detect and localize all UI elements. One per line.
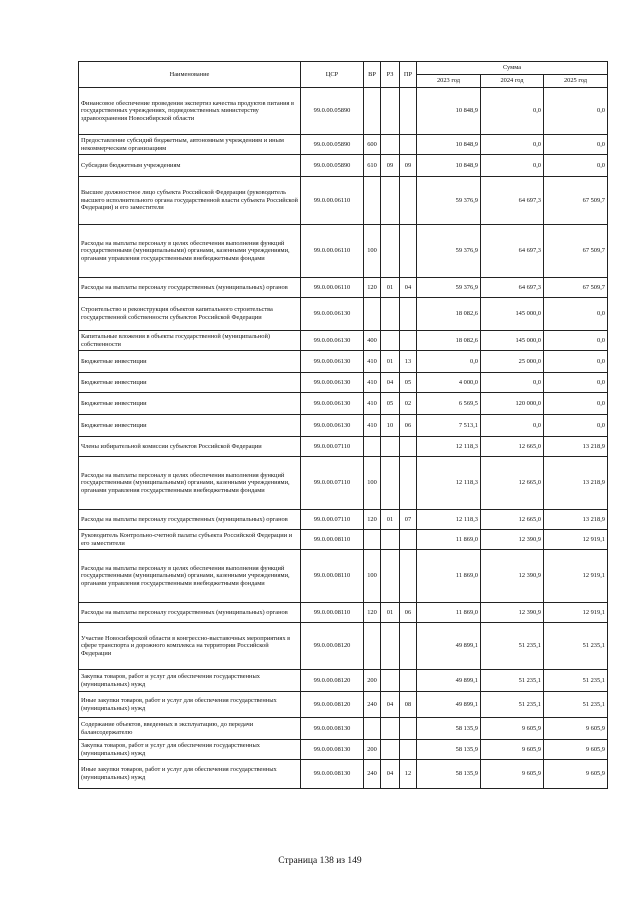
row-rz [381,298,400,331]
row-csr: 99.0.00.06110 [301,177,364,225]
row-rz [381,135,400,155]
row-amount-2023: 59 376,9 [417,278,481,298]
row-rz: 01 [381,278,400,298]
row-pr [400,623,417,670]
row-pr: 07 [400,510,417,530]
row-rz [381,177,400,225]
row-amount-2023: 49 899,1 [417,670,481,692]
row-vr: 200 [364,670,381,692]
table-row [79,437,608,457]
row-rz [381,530,400,550]
row-pr: 04 [400,278,417,298]
row-amount-2025: 67 509,7 [544,225,608,278]
row-amount-2024: 64 697,3 [481,177,544,225]
row-amount-2025: 12 919,1 [544,530,608,550]
row-amount-2025: 13 218,9 [544,437,608,457]
row-rz: 09 [381,155,400,177]
row-rz: 04 [381,760,400,789]
row-vr: 100 [364,225,381,278]
row-amount-2024: 12 390,9 [481,530,544,550]
row-name: Предоставление субсидий бюджетным, автономным учреждениям и иным некоммерческим организациям [79,135,301,155]
row-csr: 99.0.00.05890 [301,135,364,155]
row-vr: 100 [364,550,381,603]
row-amount-2025: 0,0 [544,393,608,415]
row-amount-2023: 59 376,9 [417,177,481,225]
row-rz [381,550,400,603]
header-name: Наименование [79,62,301,88]
row-pr [400,331,417,351]
row-rz [381,331,400,351]
row-vr [364,623,381,670]
row-vr: 410 [364,415,381,437]
row-vr [364,298,381,331]
row-pr [400,135,417,155]
table-row [79,530,608,550]
row-amount-2024: 9 605,9 [481,718,544,740]
table-row [79,457,608,510]
row-pr: 02 [400,393,417,415]
row-csr: 99.0.00.06130 [301,331,364,351]
row-vr: 410 [364,351,381,373]
row-amount-2024: 64 697,3 [481,278,544,298]
row-csr: 99.0.00.06110 [301,278,364,298]
row-pr [400,740,417,760]
row-name: Закупка товаров, работ и услуг для обеспечения государственных (муниципальных) нужд [79,670,301,692]
row-vr: 600 [364,135,381,155]
row-pr [400,88,417,135]
row-name: Расходы на выплаты персоналу в целях обеспечения выполнения функций государственными (муниципальными) органами, казенными учреждениями, органами управления государственными внебюджетными фондами [79,225,301,278]
row-amount-2023: 12 118,3 [417,457,481,510]
table-row [79,155,608,177]
row-pr [400,530,417,550]
row-amount-2025: 0,0 [544,351,608,373]
row-vr [364,718,381,740]
row-amount-2024: 0,0 [481,135,544,155]
row-amount-2024: 9 605,9 [481,760,544,789]
table-row [79,718,608,740]
table-row [79,373,608,393]
row-amount-2023: 0,0 [417,351,481,373]
table-row [79,670,608,692]
row-amount-2025: 67 509,7 [544,278,608,298]
row-amount-2025: 12 919,1 [544,550,608,603]
row-amount-2025: 0,0 [544,415,608,437]
table-row [79,88,608,135]
row-rz [381,718,400,740]
row-amount-2024: 0,0 [481,373,544,393]
row-name: Расходы на выплаты персоналу государственных (муниципальных) органов [79,278,301,298]
table-row [79,415,608,437]
row-name: Бюджетные инвестиции [79,415,301,437]
row-amount-2025: 12 919,1 [544,603,608,623]
row-amount-2025: 0,0 [544,88,608,135]
row-amount-2024: 0,0 [481,88,544,135]
row-pr: 13 [400,351,417,373]
row-pr [400,670,417,692]
row-rz [381,740,400,760]
table-row [79,760,608,789]
row-rz: 05 [381,393,400,415]
row-amount-2023: 11 869,0 [417,603,481,623]
row-pr: 05 [400,373,417,393]
row-csr: 99.0.00.08110 [301,603,364,623]
row-rz [381,225,400,278]
row-name: Субсидии бюджетным учреждениям [79,155,301,177]
row-amount-2024: 12 665,0 [481,510,544,530]
row-amount-2023: 49 899,1 [417,692,481,718]
row-amount-2025: 0,0 [544,298,608,331]
row-name: Капитальные вложения в объекты государственной (муниципальной) собственности [79,331,301,351]
table-row [79,135,608,155]
row-csr: 99.0.00.08110 [301,550,364,603]
table-row [79,603,608,623]
row-amount-2024: 145 000,0 [481,331,544,351]
row-amount-2023: 49 899,1 [417,623,481,670]
row-csr: 99.0.00.08120 [301,670,364,692]
row-pr [400,298,417,331]
row-vr: 120 [364,603,381,623]
row-amount-2024: 0,0 [481,415,544,437]
row-name: Члены избирательной комиссии субъектов Российской Федерации [79,437,301,457]
row-rz [381,623,400,670]
row-amount-2024: 51 235,1 [481,623,544,670]
row-csr: 99.0.00.07110 [301,437,364,457]
row-amount-2025: 13 218,9 [544,457,608,510]
row-csr: 99.0.00.06130 [301,415,364,437]
row-vr: 410 [364,373,381,393]
row-amount-2023: 6 569,5 [417,393,481,415]
row-vr: 240 [364,692,381,718]
row-csr: 99.0.00.08130 [301,760,364,789]
table-row [79,623,608,670]
row-rz [381,88,400,135]
header-2025: 2025 год [544,75,608,88]
table-row [79,177,608,225]
row-amount-2025: 0,0 [544,373,608,393]
row-amount-2023: 58 135,9 [417,740,481,760]
row-vr: 120 [364,510,381,530]
row-pr: 06 [400,603,417,623]
row-vr: 200 [364,740,381,760]
row-amount-2024: 9 605,9 [481,740,544,760]
row-csr: 99.0.00.05890 [301,88,364,135]
row-csr: 99.0.00.08130 [301,718,364,740]
row-name: Финансовое обеспечение проведения экспертиз качества продуктов питания в государственных учреждениях, подведомственных министерству здравоохранения Новосибирской области [79,88,301,135]
row-amount-2025: 9 605,9 [544,740,608,760]
row-vr: 610 [364,155,381,177]
row-csr: 99.0.00.07110 [301,457,364,510]
budget-table [78,61,608,789]
row-amount-2023: 10 848,9 [417,88,481,135]
row-pr [400,225,417,278]
row-pr: 08 [400,692,417,718]
row-amount-2024: 145 000,0 [481,298,544,331]
row-name: Расходы на выплаты персоналу государственных (муниципальных) органов [79,510,301,530]
row-name: Бюджетные инвестиции [79,373,301,393]
row-amount-2023: 11 869,0 [417,550,481,603]
row-amount-2024: 120 000,0 [481,393,544,415]
header-2024: 2024 год [481,75,544,88]
row-amount-2025: 9 605,9 [544,760,608,789]
row-amount-2023: 11 869,0 [417,530,481,550]
header-rz: РЗ [381,62,400,88]
row-rz: 01 [381,510,400,530]
row-vr [364,88,381,135]
table-row [79,351,608,373]
row-amount-2025: 13 218,9 [544,510,608,530]
table-row [79,225,608,278]
row-amount-2023: 58 135,9 [417,760,481,789]
header-pr: ПР [400,62,417,88]
row-pr: 12 [400,760,417,789]
row-amount-2023: 10 848,9 [417,155,481,177]
row-pr: 09 [400,155,417,177]
row-name: Руководитель Контрольно-счетной палаты субъекта Российской Федерации и его заместители [79,530,301,550]
row-rz: 10 [381,415,400,437]
row-csr: 99.0.00.08120 [301,623,364,670]
header-sum: Сумма [417,62,608,75]
row-rz: 01 [381,603,400,623]
row-amount-2025: 0,0 [544,155,608,177]
row-pr [400,437,417,457]
row-amount-2023: 7 513,1 [417,415,481,437]
table-row [79,692,608,718]
row-amount-2023: 18 082,6 [417,298,481,331]
row-vr [364,177,381,225]
row-amount-2023: 18 082,6 [417,331,481,351]
row-csr: 99.0.00.06130 [301,373,364,393]
row-pr [400,718,417,740]
row-csr: 99.0.00.08110 [301,530,364,550]
row-amount-2024: 51 235,1 [481,670,544,692]
row-amount-2025: 51 235,1 [544,623,608,670]
header-vr: ВР [364,62,381,88]
row-amount-2023: 59 376,9 [417,225,481,278]
row-amount-2023: 4 000,0 [417,373,481,393]
table-row [79,393,608,415]
table-row [79,740,608,760]
row-rz: 04 [381,373,400,393]
table-row [79,298,608,331]
row-name: Строительство и реконструкция объектов капитального строительства государственной собственности субъектов Российской Федерации [79,298,301,331]
row-csr: 99.0.00.07110 [301,510,364,530]
row-rz [381,670,400,692]
header-2023: 2023 год [417,75,481,88]
row-pr: 06 [400,415,417,437]
row-rz [381,457,400,510]
row-amount-2025: 0,0 [544,331,608,351]
row-amount-2024: 12 390,9 [481,550,544,603]
row-name: Расходы на выплаты персоналу в целях обеспечения выполнения функций государственными (муниципальными) органами, казенными учреждениями, органами управления государственными внебюджетными фондами [79,457,301,510]
row-csr: 99.0.00.08120 [301,692,364,718]
row-amount-2024: 25 000,0 [481,351,544,373]
row-amount-2025: 51 235,1 [544,670,608,692]
row-amount-2024: 0,0 [481,155,544,177]
row-csr: 99.0.00.06130 [301,393,364,415]
row-name: Расходы на выплаты персоналу в целях обеспечения выполнения функций государственными (муниципальными) органами, казенными учреждениями, органами управления государственными внебюджетными фондами [79,550,301,603]
row-amount-2025: 9 605,9 [544,718,608,740]
row-vr [364,437,381,457]
row-amount-2023: 58 135,9 [417,718,481,740]
row-name: Закупка товаров, работ и услуг для обеспечения государственных (муниципальных) нужд [79,740,301,760]
row-csr: 99.0.00.06130 [301,351,364,373]
row-name: Иные закупки товаров, работ и услуг для обеспечения государственных (муниципальных) нужд [79,760,301,789]
row-vr: 240 [364,760,381,789]
table-row [79,550,608,603]
row-vr [364,530,381,550]
row-amount-2023: 12 118,3 [417,437,481,457]
table-row [79,278,608,298]
row-name: Расходы на выплаты персоналу государственных (муниципальных) органов [79,603,301,623]
row-vr: 100 [364,457,381,510]
row-csr: 99.0.00.05890 [301,155,364,177]
row-amount-2023: 12 118,3 [417,510,481,530]
row-name: Бюджетные инвестиции [79,393,301,415]
row-amount-2024: 64 697,3 [481,225,544,278]
row-vr: 400 [364,331,381,351]
row-amount-2025: 0,0 [544,135,608,155]
row-name: Бюджетные инвестиции [79,351,301,373]
header-csr: ЦСР [301,62,364,88]
row-amount-2024: 51 235,1 [481,692,544,718]
page-footer: Страница 138 из 149 [278,856,362,866]
row-amount-2025: 67 509,7 [544,177,608,225]
row-amount-2023: 10 848,9 [417,135,481,155]
row-rz: 01 [381,351,400,373]
row-csr: 99.0.00.08130 [301,740,364,760]
row-name: Иные закупки товаров, работ и услуг для обеспечения государственных (муниципальных) нужд [79,692,301,718]
row-pr [400,457,417,510]
row-name: Высшее должностное лицо субъекта Российской Федерации (руководитель высшего исполнительного органа государственной власти субъекта Российской Федерации) и его заместители [79,177,301,225]
row-name: Участие Новосибирской области в конгрессно-выставочных мероприятиях в сфере транспорта и дорожного комплекса на территории Российской Федерации [79,623,301,670]
table-row [79,510,608,530]
row-rz [381,437,400,457]
row-name: Содержание объектов, введенных в эксплуатацию, до передачи балансодержателю [79,718,301,740]
row-vr: 120 [364,278,381,298]
row-vr: 410 [364,393,381,415]
row-pr [400,177,417,225]
row-amount-2024: 12 665,0 [481,457,544,510]
row-csr: 99.0.00.06110 [301,225,364,278]
table-row [79,331,608,351]
row-rz: 04 [381,692,400,718]
row-csr: 99.0.00.06130 [301,298,364,331]
row-amount-2024: 12 665,0 [481,437,544,457]
row-amount-2025: 51 235,1 [544,692,608,718]
row-amount-2024: 12 390,9 [481,603,544,623]
row-pr [400,550,417,603]
